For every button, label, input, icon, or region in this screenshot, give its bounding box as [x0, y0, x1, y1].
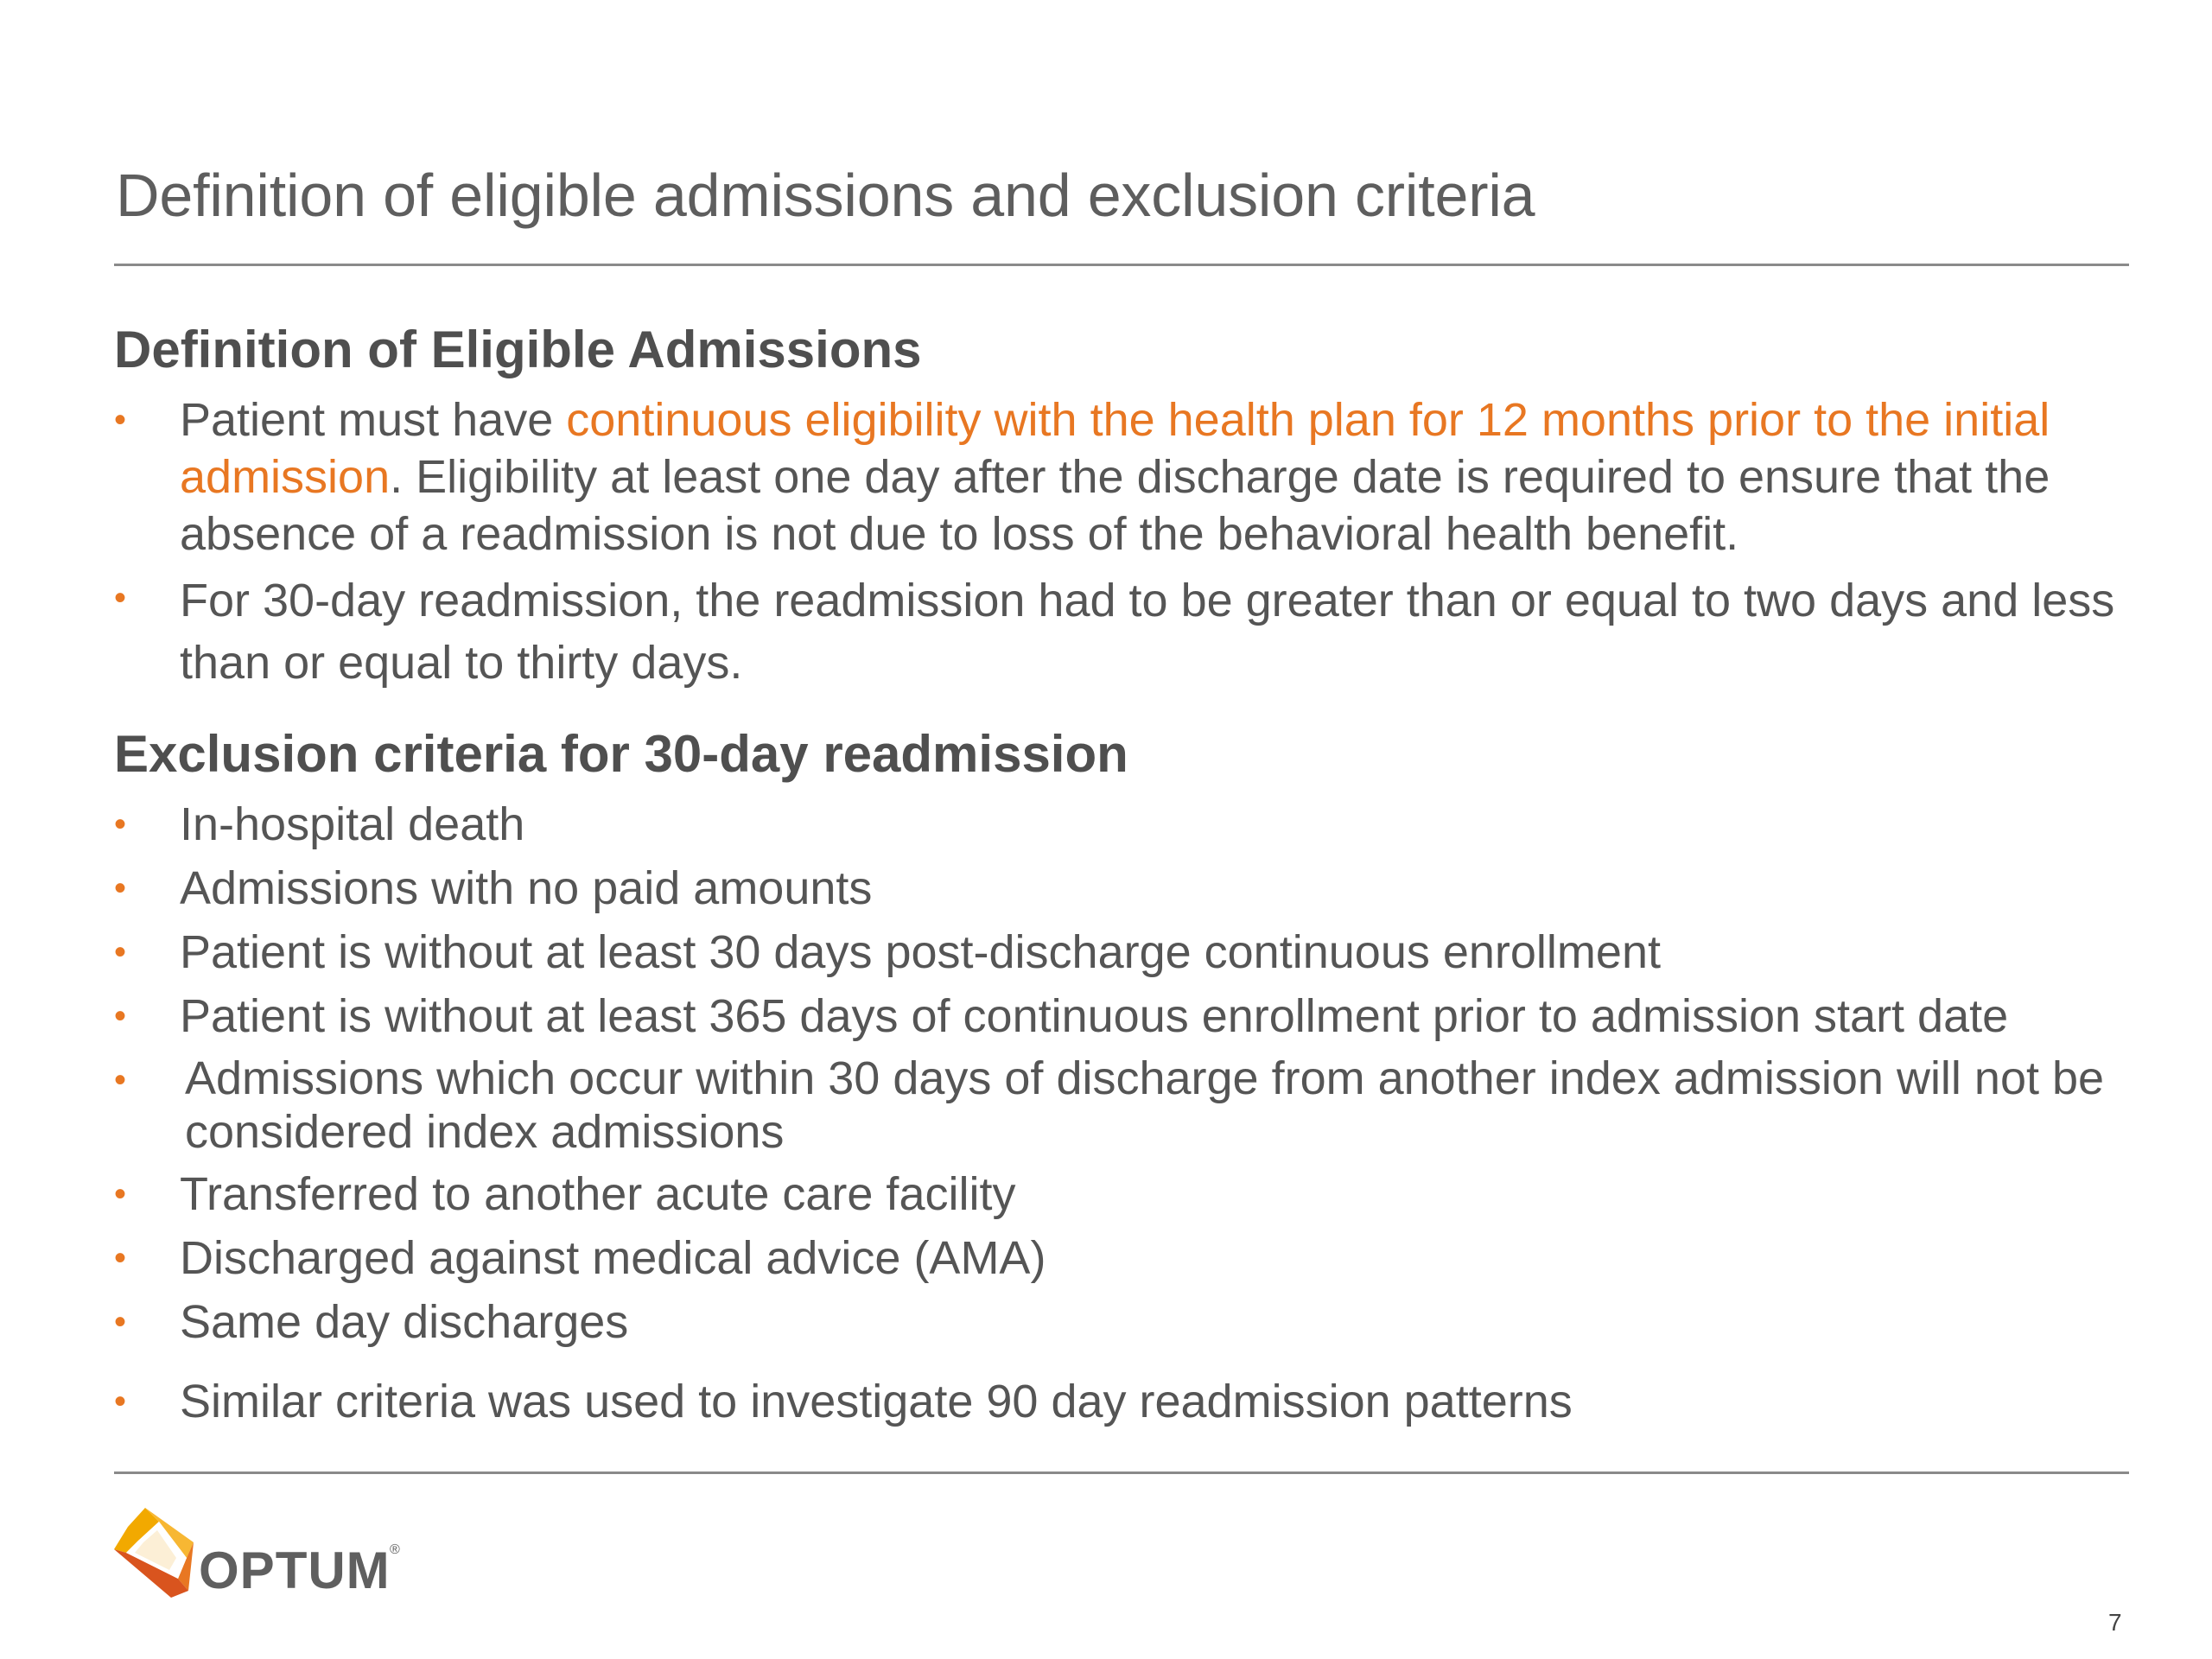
bullet-text: Discharged against medical advice (AMA): [180, 1232, 1046, 1284]
list-item: [114, 1373, 2153, 1430]
bullet-icon: •: [114, 401, 127, 439]
exclusion-criteria-heading: Exclusion criteria for 30-day readmission: [114, 725, 1128, 783]
list-item: [114, 1166, 2153, 1223]
page-number: 7: [2108, 1609, 2122, 1636]
bullet-icon: •: [114, 933, 127, 971]
logo-wordmark: OPTUM: [199, 1541, 391, 1599]
title-divider: [114, 264, 2129, 266]
slide-title: Definition of eligible admissions and exclusion criteria: [116, 162, 1535, 229]
bullet-icon: •: [114, 1175, 127, 1213]
bullet-icon: •: [114, 805, 127, 843]
bullet-text: Patient is without at least 30 days post-discharge continuous enrollment: [180, 926, 1661, 978]
list-item: [114, 1052, 2153, 1159]
optum-logo-icon: [114, 1508, 194, 1603]
list-item: [114, 1230, 2153, 1287]
bullet-text: Transferred to another acute care facility: [180, 1168, 1016, 1220]
bullet-text: Admissions with no paid amounts: [180, 862, 873, 914]
highlighted-text: continuous eligibility with the health plan for 12 months prior to the initial admission: [180, 394, 2050, 503]
eligible-admissions-heading: Definition of Eligible Admissions: [114, 321, 922, 378]
list-item: [114, 796, 2153, 853]
exclusion-criteria-list: [114, 796, 2153, 1430]
list-item: [114, 1294, 2153, 1351]
eligible-admissions-section: [114, 315, 2153, 694]
bullet-lead-text: Patient must have: [180, 394, 567, 446]
exclusion-criteria-section: [114, 720, 2153, 1430]
bullet-icon: •: [114, 1303, 127, 1341]
list-item: [114, 860, 2153, 917]
list-item: [114, 988, 2153, 1045]
bullet-icon: •: [114, 1239, 127, 1277]
bullet-icon: •: [114, 1382, 127, 1421]
slide-content: [114, 315, 2153, 1430]
bullet-icon: •: [114, 997, 127, 1035]
bullet-icon: •: [114, 1061, 127, 1099]
bullet-text: For 30-day readmission, the readmission had to be greater than or equal to two days and less than or equal to thirty days.: [180, 575, 2115, 689]
bullet-icon: •: [114, 579, 127, 617]
bullet-text: Patient is without at least 365 days of continuous enrollment prior to admission start date: [180, 990, 2009, 1042]
optum-logo: [114, 1508, 425, 1603]
footer-divider: [114, 1471, 2129, 1474]
bullet-rest-text: . Eligibility at least one day after the discharge date is required to ensure that the absence of a readmission is not due to loss of the behavioral health benefit.: [180, 451, 2050, 560]
list-item: [114, 391, 2153, 563]
eligible-admissions-list: [114, 391, 2153, 694]
bullet-text: Similar criteria was used to investigate 90 day readmission patterns: [180, 1376, 1573, 1427]
list-item: [114, 569, 2153, 694]
bullet-text: Same day discharges: [180, 1296, 629, 1348]
bullet-text: Admissions which occur within 30 days of discharge from another index admission will not be considered index admissions: [185, 1052, 2105, 1158]
bullet-icon: •: [114, 869, 127, 907]
list-item: [114, 924, 2153, 981]
bullet-text: In-hospital death: [180, 798, 525, 850]
registered-mark: ®: [390, 1542, 400, 1557]
